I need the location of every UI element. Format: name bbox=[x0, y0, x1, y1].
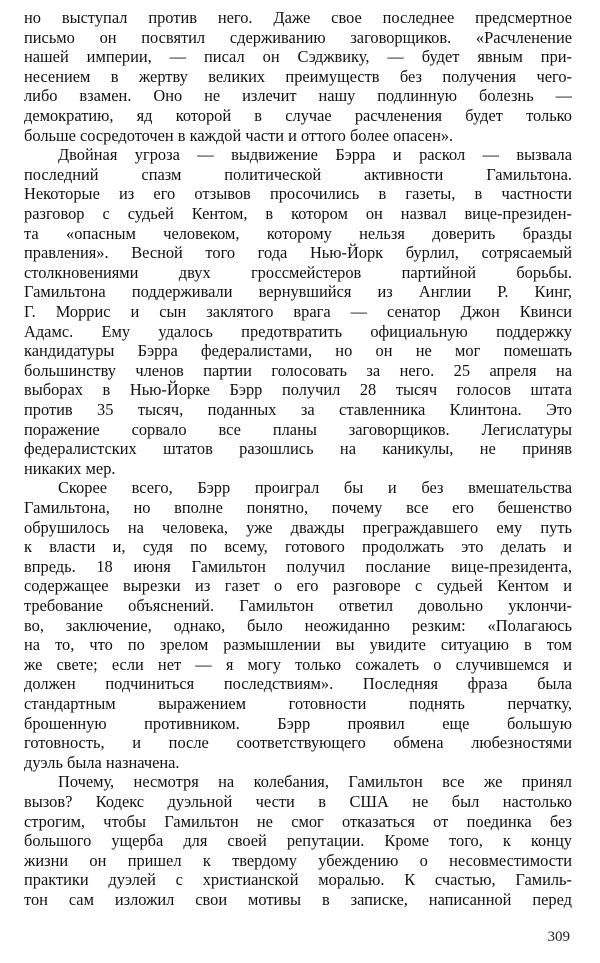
text-line: вызов? Кодекс дуэльной чести в США не был настолько bbox=[24, 792, 572, 811]
paragraph-first-line: Скорее всего, Бэрр проиграл бы и без вмешательства bbox=[58, 478, 572, 498]
text-line: большого ущерба для своей репутации. Кроме того, к концу bbox=[24, 831, 572, 851]
text-line: против 35 тысяч, поданных за ставленника Клинтона. Это bbox=[24, 400, 572, 419]
text-line: большинству членов партии голосовать за него. 25 апреля на bbox=[24, 360, 572, 380]
text-line: жизни он пришел к твердому убеждению о несовместимости bbox=[24, 850, 572, 870]
text-line: но выступал против него. Даже свое последнее предсмертное bbox=[24, 8, 572, 27]
text-line: демократию, яд которой в случае расчленения будет только bbox=[24, 106, 572, 125]
text-line: Г. Моррис и сын заклятого врага — сенатор Джон Квинси bbox=[24, 302, 572, 321]
book-page bbox=[24, 8, 572, 920]
text-line: та «опасным человеком, которому нельзя доверить бразды bbox=[24, 223, 572, 243]
text-line: Гамильтона, но вполне понятно, почему все его бешенство bbox=[24, 498, 572, 517]
text-line: содержащее вырезки из газет о его разговоре с судьей Кентом и bbox=[24, 576, 572, 596]
text-line: Адамс. Ему удалось предотвратить официальную поддержку bbox=[24, 321, 572, 341]
paragraph-last-line: никаких мер. bbox=[24, 458, 116, 478]
paragraph-last-line: больше сосредоточен в каждой части и оттого более опасен». bbox=[24, 125, 454, 145]
text-line: на то, что по зрелом размышлении вы увидите ситуацию в том bbox=[24, 635, 572, 655]
text-line: должен подчиниться последствиям». Последняя фраза была bbox=[24, 674, 572, 694]
paragraph-last-line: дуэль была назначена. bbox=[24, 752, 180, 772]
text-line: требование объяснений. Гамильтон ответил довольно уклончи- bbox=[24, 596, 572, 615]
text-line: готовность, и после соответствующего обмена любезностями bbox=[24, 733, 572, 753]
text-line: поражение сорвало все планы заговорщиков. Легислатуры bbox=[24, 419, 572, 439]
text-line: же свете; если нет — я могу только сожалеть о случившемся и bbox=[24, 654, 572, 674]
text-line: во, заключение, однако, было неожиданно резким: «Полагаюсь bbox=[24, 615, 572, 635]
text-line: практики дуэлей с христианской моралью. К счастью, Гамиль- bbox=[24, 870, 572, 890]
text-line: разговор с судьей Кентом, в котором он назвал вице-президен- bbox=[24, 204, 572, 223]
text-line: Некоторые из его отзывов просочились в газеты, в частности bbox=[24, 184, 572, 204]
text-line: обрушилось на человека, уже дважды преграждавшего ему путь bbox=[24, 517, 572, 537]
text-line: нашей империи, — писал он Сэджвику, — будет явным при- bbox=[24, 47, 572, 67]
text-line: кандидатуры Бэрра федералистами, но он не мог помешать bbox=[24, 341, 572, 361]
text-line: строгим, чтобы Гамильтон не смог отказаться от поединка без bbox=[24, 811, 572, 831]
text-line: стандартным выражением готовности поднять перчатку, bbox=[24, 694, 572, 713]
text-line: последний спазм политической активности Гамильтона. bbox=[24, 164, 572, 184]
text-line: федералистских штатов разошлись на каникулы, не приняв bbox=[24, 439, 572, 459]
text-line: тон сам изложил свои мотивы в записке, написанной перед bbox=[24, 890, 572, 909]
page-number: 309 bbox=[547, 929, 570, 945]
text-line: Гамильтона поддерживали вернувшийся из Англии Р. Кинг, bbox=[24, 282, 572, 302]
paragraph-first-line: Почему, несмотря на колебания, Гамильтон все же принял bbox=[58, 772, 572, 792]
text-line: столкновениями двух гроссмейстеров партийной борьбы. bbox=[24, 262, 572, 282]
text-line: правления». Весной того года Нью-Йорк бурлил, сотрясаемый bbox=[24, 243, 572, 263]
text-line: выборах в Нью-Йорке Бэрр получил 28 тысяч голосов штата bbox=[24, 380, 572, 400]
text-line: впредь. 18 июня Гамильтон получил послание вице-президента, bbox=[24, 556, 572, 576]
text-line: несением в жертву великих преимуществ без получения чего- bbox=[24, 66, 572, 86]
text-line: брошенную противником. Бэрр проявил еще большую bbox=[24, 713, 572, 733]
text-line: письмо он посвятил сдерживанию заговорщиков. «Расчленение bbox=[24, 27, 572, 47]
paragraph-first-line: Двойная угроза — выдвижение Бэрра и раскол — вызвала bbox=[58, 145, 572, 165]
text-line: либо взамен. Оно не излечит нашу подлинную болезнь — bbox=[24, 86, 572, 106]
text-line: к власти и, судя по всему, готового продолжать это делать и bbox=[24, 537, 572, 557]
